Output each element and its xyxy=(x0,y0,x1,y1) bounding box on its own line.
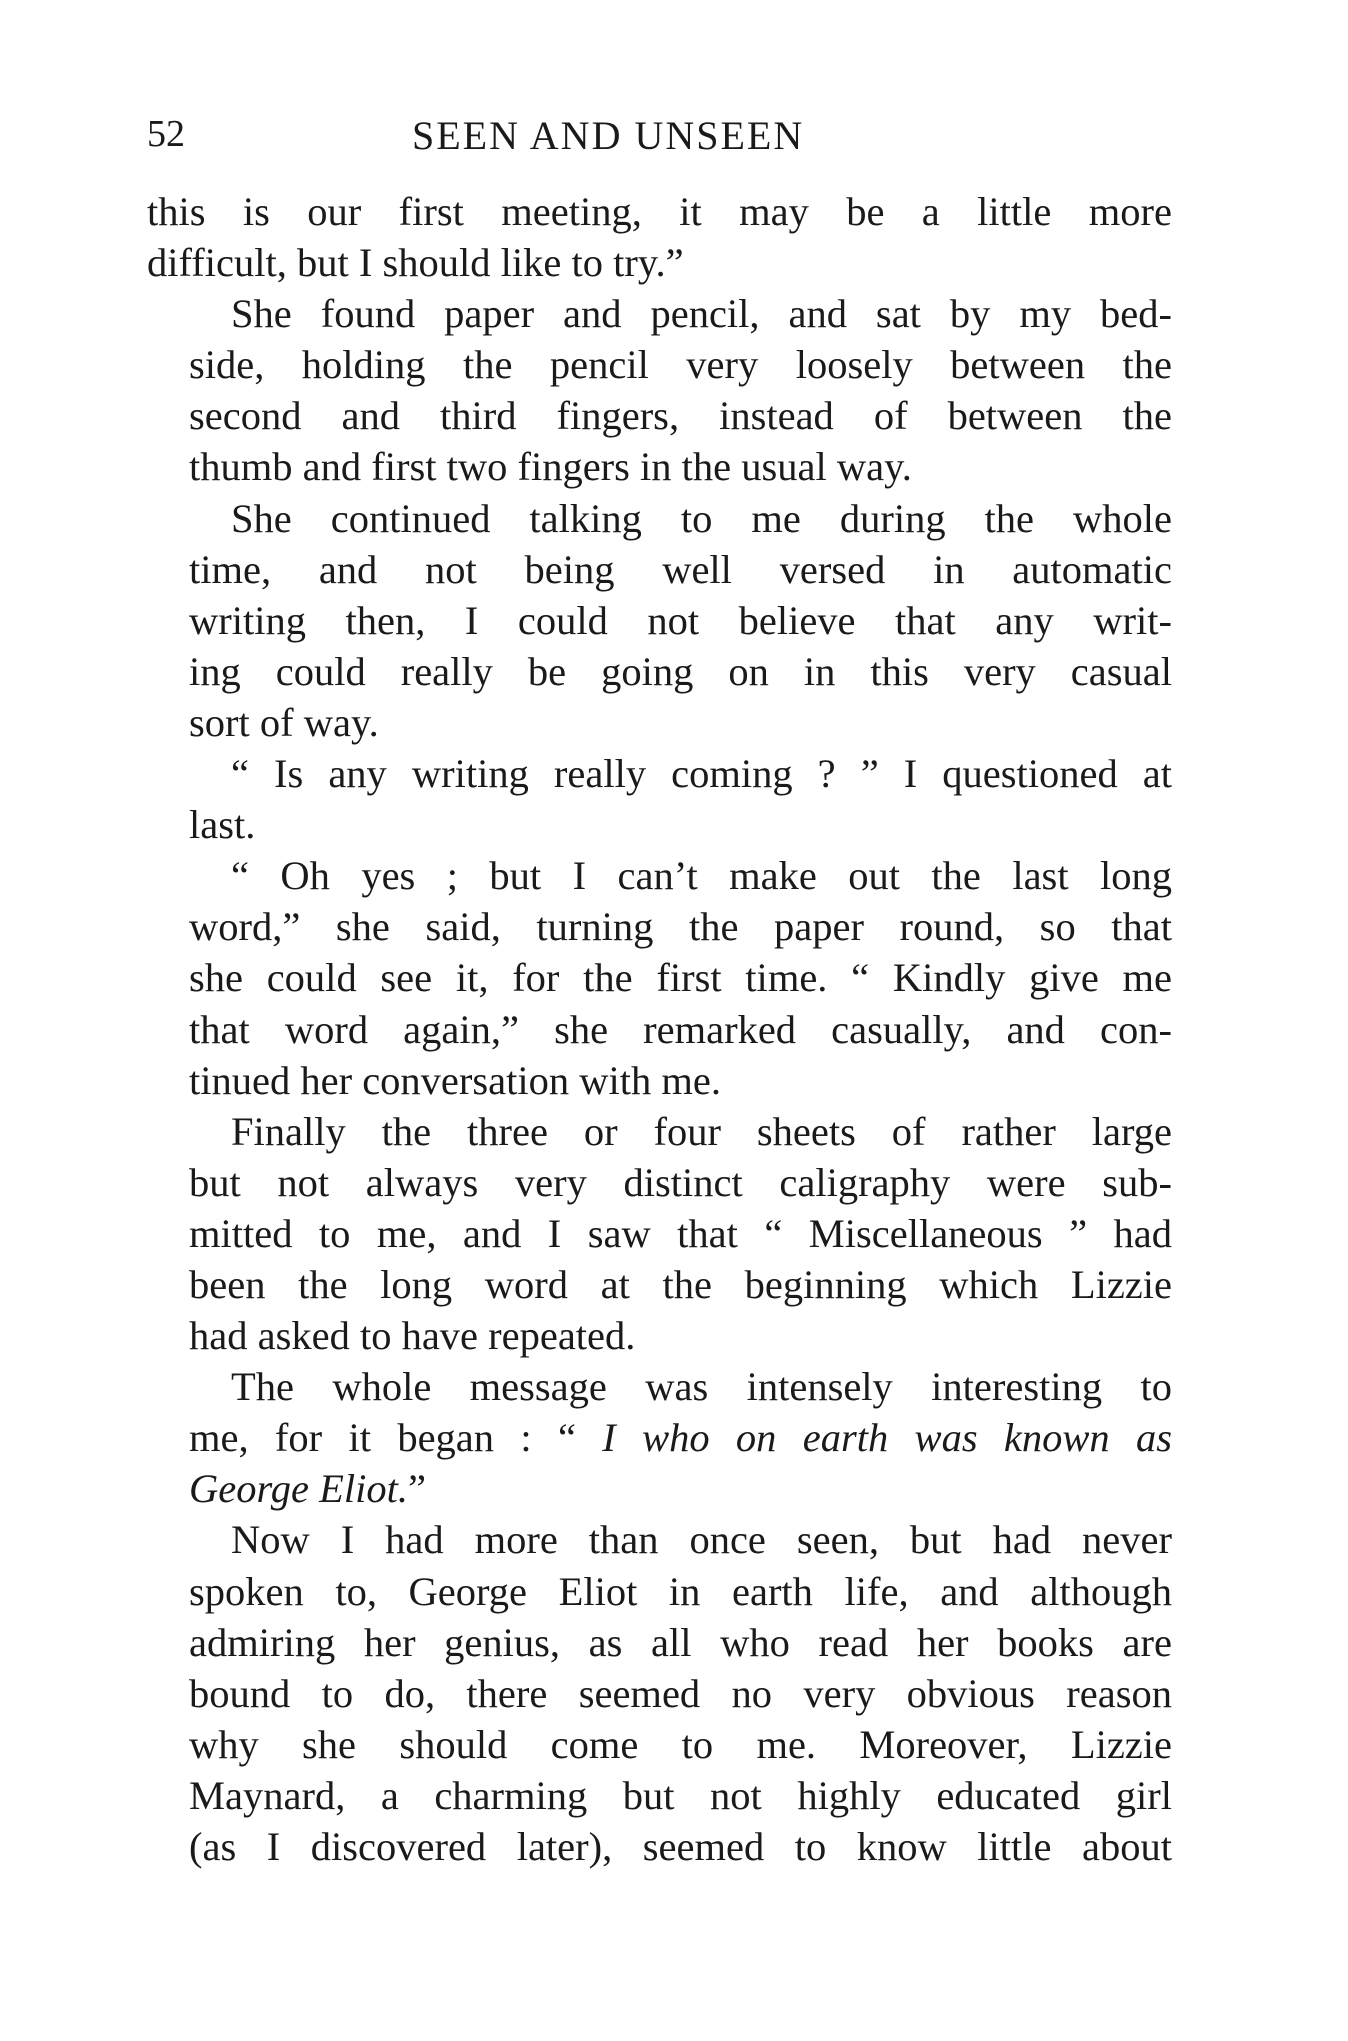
text-line: Maynard, a charming but not highly educated girl xyxy=(189,1772,1172,1818)
text-line: spoken to, George Eliot in earth life, and although xyxy=(189,1568,1172,1614)
text-line: The whole message was intensely interesting to xyxy=(231,1364,1172,1410)
text-line: been the long word at the beginning which Lizzie xyxy=(189,1261,1172,1307)
text-line: “ Is any writing really coming ? ” I questioned at xyxy=(231,751,1172,797)
text-line: thumb and first two fingers in the usual way. xyxy=(189,444,912,490)
text-line: me, for it began : “ I who on earth was known as xyxy=(189,1415,1172,1461)
paragraph xyxy=(147,1514,1172,1872)
text-line: “ Oh yes ; but I can’t make out the last long xyxy=(231,853,1172,899)
text-line: She continued talking to me during the whole xyxy=(231,495,1172,541)
text-line: admiring her genius, as all who read her books are xyxy=(189,1619,1172,1665)
text-line: difficult, but I should like to try.” xyxy=(147,240,684,286)
text-line: (as I discovered later), seemed to know little about xyxy=(189,1824,1172,1869)
body-text xyxy=(147,186,1172,1872)
page-number: 52 xyxy=(147,113,185,155)
paragraph xyxy=(147,850,1172,1105)
text-line: she could see it, for the first time. “ Kindly give me xyxy=(189,955,1172,1001)
text-line: bound to do, there seemed no very obvious reason xyxy=(189,1670,1172,1716)
text-line: mitted to me, and I saw that “ Miscellaneous ” had xyxy=(189,1210,1172,1256)
text-line: sort of way. xyxy=(189,699,379,745)
paragraph xyxy=(147,748,1172,850)
running-title: SEEN AND UNSEEN xyxy=(412,113,805,158)
text-line: Now I had more than once seen, but had never xyxy=(231,1517,1172,1563)
text-line: writing then, I could not believe that any writ- xyxy=(189,597,1172,643)
text-line: Finally the three or four sheets of rather large xyxy=(231,1108,1172,1154)
text-line: had asked to have repeated. xyxy=(189,1313,636,1359)
text-line: time, and not being well versed in automatic xyxy=(189,546,1172,592)
running-head xyxy=(147,112,1172,172)
text-line: George Eliot.” xyxy=(189,1466,426,1512)
text-line: She found paper and pencil, and sat by my bed- xyxy=(231,291,1172,337)
text-line: word,” she said, turning the paper round, so that xyxy=(189,904,1172,950)
text-line: this is our first meeting, it may be a little more xyxy=(147,189,1172,234)
text-line: side, holding the pencil very loosely between the xyxy=(189,342,1172,388)
text-line: that word again,” she remarked casually, and con- xyxy=(189,1006,1172,1052)
paragraph xyxy=(147,1106,1172,1361)
paragraph xyxy=(147,493,1172,748)
paragraph xyxy=(147,186,1172,288)
text-line: why she should come to me. Moreover, Lizzie xyxy=(189,1721,1172,1767)
text-line: but not always very distinct caligraphy were sub- xyxy=(189,1159,1172,1205)
text-line: second and third fingers, instead of between the xyxy=(189,393,1172,439)
paragraph xyxy=(147,1361,1172,1514)
text-line: last. xyxy=(189,802,256,848)
text-line: tinued her conversation with me. xyxy=(189,1057,721,1103)
paragraph xyxy=(147,288,1172,492)
text-line: ing could really be going on in this very casual xyxy=(189,648,1172,694)
